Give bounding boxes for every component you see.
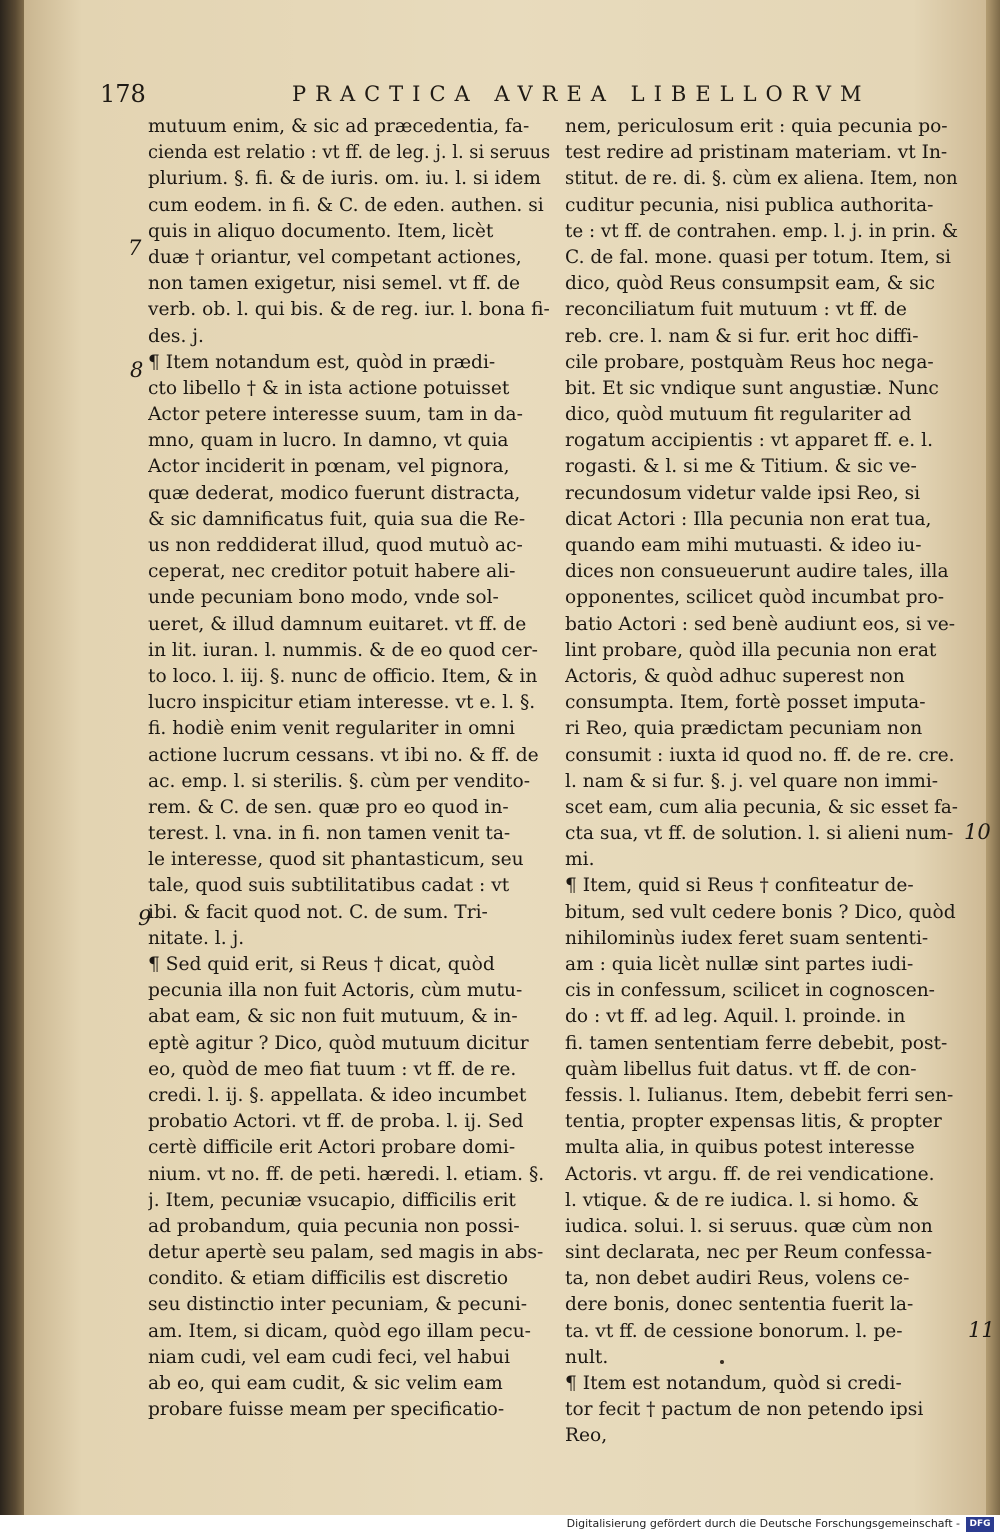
text-line: dico, quòd mutuum fit regulariter ad — [565, 404, 912, 426]
text-line: ad probandum, quia pecunia non possi- — [148, 1215, 520, 1237]
text-line: Actoris. vt argu. ff. de rei vendicatione. — [565, 1163, 935, 1185]
text-line: dicat Actori : Illa pecunia non erat tua, — [565, 508, 932, 530]
margin-number-8: 8 — [130, 358, 144, 382]
text-line: us non reddiderat illud, quod mutuò ac- — [148, 535, 523, 556]
text-line: quæ dederat, modico fuerunt distracta, — [148, 482, 521, 504]
text-line: fi. tamen sententiam ferre debebit, post- — [565, 1032, 948, 1054]
text-line: duæ † oriantur, vel competant actiones, — [148, 246, 522, 268]
text-line: iudica. solui. l. si seruus. quæ cùm non — [565, 1215, 933, 1237]
text-line: nem, periculosum erit : quia pecunia po- — [565, 116, 948, 137]
text-line: in lit. iuran. l. nummis. & de eo quod cer- — [148, 639, 538, 661]
text-line: mno, quam in lucro. In damno, vt quia — [148, 430, 509, 452]
text-line: quàm libellus fuit datus. vt ff. de con- — [565, 1058, 917, 1080]
text-line: quando eam mihi mutuasti. & ideo iu- — [565, 535, 922, 556]
text-line: plurium. §. fi. & de iuris. om. iu. l. si idem — [148, 168, 541, 190]
page-header — [0, 78, 1000, 112]
text-line: j. Item, pecuniæ vsucapio, difficilis erit — [148, 1189, 516, 1211]
text-line: des. j. — [148, 325, 204, 347]
text-line: condito. & etiam difficilis est discretio — [148, 1268, 509, 1290]
text-line: Reo, — [565, 1425, 608, 1447]
text-line: ¶ Item, quid si Reus † confiteatur de- — [565, 875, 914, 897]
text-line: fessis. l. Iulianus. Item, debebit ferri sen- — [565, 1084, 954, 1106]
text-line: dices non consueuerunt audire tales, illa — [565, 561, 949, 583]
text-line: fi. hodiè enim venit regulariter in omni — [148, 718, 515, 740]
text-line: niam cudi, vel eam cudi feci, vel habui — [148, 1346, 511, 1368]
text-line: ac. emp. l. si sterilis. §. cùm per vendito- — [148, 770, 530, 792]
text-line: consumit : iuxta id quod no. ff. de re. cre. — [565, 744, 955, 766]
text-line: probatio Actori. vt ff. de proba. l. ij. Sed — [148, 1111, 524, 1133]
running-head: PRACTICA AVREA LIBELLORVM — [292, 82, 871, 106]
text-line: probare fuisse meam per specificatio- — [148, 1399, 505, 1421]
dfg-logo: DFG — [966, 1517, 994, 1532]
text-line: reb. cre. l. nam & si fur. erit hoc diffi- — [565, 325, 919, 347]
text-line: cuditur pecunia, nisi publica authorita- — [565, 194, 934, 216]
margin-number-9: 9 — [138, 906, 152, 930]
right-text-column — [565, 114, 958, 1450]
text-line: ceperat, nec creditor potuit habere ali- — [148, 561, 516, 583]
text-line: reconciliatum fuit mutuum : vt ff. de — [565, 299, 907, 321]
text-line: rem. & C. de sen. quæ pro eo quod in- — [148, 796, 509, 818]
text-line: do : vt ff. ad leg. Aquil. l. proinde. in — [565, 1006, 906, 1028]
page-edge-right — [986, 0, 1000, 1515]
text-line: Actor petere interesse suum, tam in da- — [148, 404, 523, 426]
text-line: mutuum enim, & sic ad præcedentia, fa- — [148, 116, 530, 137]
left-text-column — [148, 114, 550, 1423]
text-line: quis in aliquo documento. Item, licèt — [148, 220, 494, 242]
text-line: detur apertè seu palam, sed magis in abs- — [148, 1242, 544, 1264]
text-line: ab eo, qui eam cudit, & sic velim eam — [148, 1373, 503, 1394]
text-line: ¶ Item est notandum, quòd si credi- — [565, 1373, 902, 1394]
text-line: lint probare, quòd illa pecunia non erat — [565, 639, 937, 661]
text-line: bit. Et sic vndique sunt angustiæ. Nunc — [565, 377, 939, 399]
text-line: abat eam, & sic non fuit mutuum, & in- — [148, 1006, 518, 1028]
text-line: tale, quod suis subtilitatibus cadat : vt — [148, 875, 510, 897]
text-line: bitum, sed vult cedere bonis ? Dico, quòd — [565, 901, 956, 923]
text-line: eptè agitur ? Dico, quòd mutuum dicitur — [148, 1032, 529, 1054]
text-line: multa alia, in quibus potest interesse — [565, 1137, 915, 1159]
text-line: tentia, propter expensas litis, & propter — [565, 1111, 942, 1133]
text-line: dico, quòd Reus consumpsit eam, & sic — [565, 273, 936, 295]
text-line: recundosum videtur valde ipsi Reo, si — [565, 482, 921, 504]
text-line: dere bonis, donec sententia fuerit la- — [565, 1294, 914, 1316]
text-line: l. nam & si fur. §. j. vel quare non immi- — [565, 770, 939, 792]
text-line: mi. — [565, 849, 595, 871]
text-line: rogasti. & l. si me & Titium. & sic ve- — [565, 456, 917, 478]
text-line: Actoris, & quòd adhuc superest non — [565, 665, 905, 687]
text-line: credi. l. ij. §. appellata. & ideo incumbet — [148, 1084, 527, 1106]
text-line: cile probare, postquàm Reus hoc nega- — [565, 351, 934, 373]
text-line: batio Actori : sed benè audiunt eos, si ve- — [565, 613, 956, 635]
text-line: cienda est relatio : vt ff. de leg. j. l. si seruus — [148, 142, 551, 164]
margin-number-10: 10 — [964, 820, 991, 844]
text-line: ibi. & facit quod not. C. de sum. Tri- — [148, 901, 488, 923]
text-line: sint declarata, nec per Reum confessa- — [565, 1242, 932, 1264]
text-line: C. de fal. mone. quasi per totum. Item, si — [565, 246, 951, 268]
text-line: nihilominùs iudex feret suam sententi- — [565, 927, 929, 949]
text-line: seu distinctio inter pecuniam, & pecuni- — [148, 1294, 528, 1316]
text-line: verb. ob. l. qui bis. & de reg. iur. l. bona fi- — [148, 299, 550, 321]
text-line: test redire ad pristinam materiam. vt In- — [565, 142, 948, 164]
text-line: non tamen exigetur, nisi semel. vt ff. de — [148, 273, 521, 295]
text-line: am : quia licèt nullæ sint partes iudi- — [565, 954, 914, 975]
text-line: Actor inciderit in pœnam, vel pignora, — [148, 456, 510, 478]
text-line: to loco. l. iij. §. nunc de officio. Item, & in — [148, 665, 538, 687]
text-line: ¶ Item notandum est, quòd in prædi- — [148, 351, 496, 373]
text-line: consumpta. Item, fortè posset imputa- — [565, 692, 926, 714]
text-line: te : vt ff. de contrahen. emp. l. j. in prin. & — [565, 220, 959, 242]
text-line: lucro inspicitur etiam interesse. vt e. l. §. — [148, 692, 536, 714]
text-line: & sic damnificatus fuit, quia sua die Re- — [148, 508, 526, 530]
text-line: rogatum accipientis : vt apparet ff. e. l. — [565, 430, 933, 452]
text-line: l. vtique. & de re iudica. l. si homo. & — [565, 1189, 919, 1211]
text-line: cto libello † & in ista actione potuisset — [148, 377, 510, 399]
text-line: nium. vt no. ff. de peti. hæredi. l. etiam. §. — [148, 1163, 545, 1185]
text-line: stitut. de re. di. §. cùm ex aliena. Item, non — [565, 168, 958, 190]
text-line: ¶ Sed quid erit, si Reus † dicat, quòd — [148, 954, 495, 975]
margin-number-7: 7 — [128, 236, 142, 260]
text-line: ri Reo, quia prædictam pecuniam non — [565, 718, 923, 740]
ink-speck — [720, 1360, 724, 1364]
text-line: ta, non debet audiri Reus, volens ce- — [565, 1268, 910, 1290]
text-line: le interesse, quod sit phantasticum, seu — [148, 849, 524, 871]
text-line: terest. l. vna. in fi. non tamen venit ta- — [148, 823, 511, 845]
text-line: ta. vt ff. de cessione bonorum. l. pe- — [565, 1320, 903, 1342]
text-line: unde pecuniam bono modo, vnde sol- — [148, 587, 499, 609]
digitization-footer — [0, 1515, 1000, 1535]
text-line: cta sua, vt ff. de solution. l. si alieni num- — [565, 823, 954, 845]
text-line: cis in confessum, scilicet in cognoscen- — [565, 980, 935, 1002]
text-line: pecunia illa non fuit Actoris, cùm mutu- — [148, 980, 523, 1002]
footer-credit: Digitalisierung gefördert durch die Deutsche Forschungsgemeinschaft - — [566, 1517, 960, 1530]
text-line: opponentes, scilicet quòd incumbat pro- — [565, 587, 945, 609]
text-line: eo, quòd de meo fiat tuum : vt ff. de re. — [148, 1058, 517, 1080]
text-line: nult. — [565, 1346, 609, 1368]
text-line: nitate. l. j. — [148, 927, 245, 949]
margin-number-11: 11 — [968, 1318, 995, 1342]
text-line: scet eam, cum alia pecunia, & sic esset fa- — [565, 796, 958, 818]
text-line: am. Item, si dicam, quòd ego illam pecu- — [148, 1320, 531, 1342]
page-gutter-left — [0, 0, 26, 1515]
text-line: tor fecit † pactum de non petendo ipsi — [565, 1399, 924, 1421]
text-line: cum eodem. in fi. & C. de eden. authen. si — [148, 194, 544, 216]
text-line: actione lucrum cessans. vt ibi no. & ff. de — [148, 744, 539, 766]
text-line: certè difficile erit Actori probare domi- — [148, 1137, 516, 1159]
folio-number: 178 — [100, 80, 146, 108]
text-line: ueret, & illud damnum euitaret. vt ff. de — [148, 613, 527, 635]
